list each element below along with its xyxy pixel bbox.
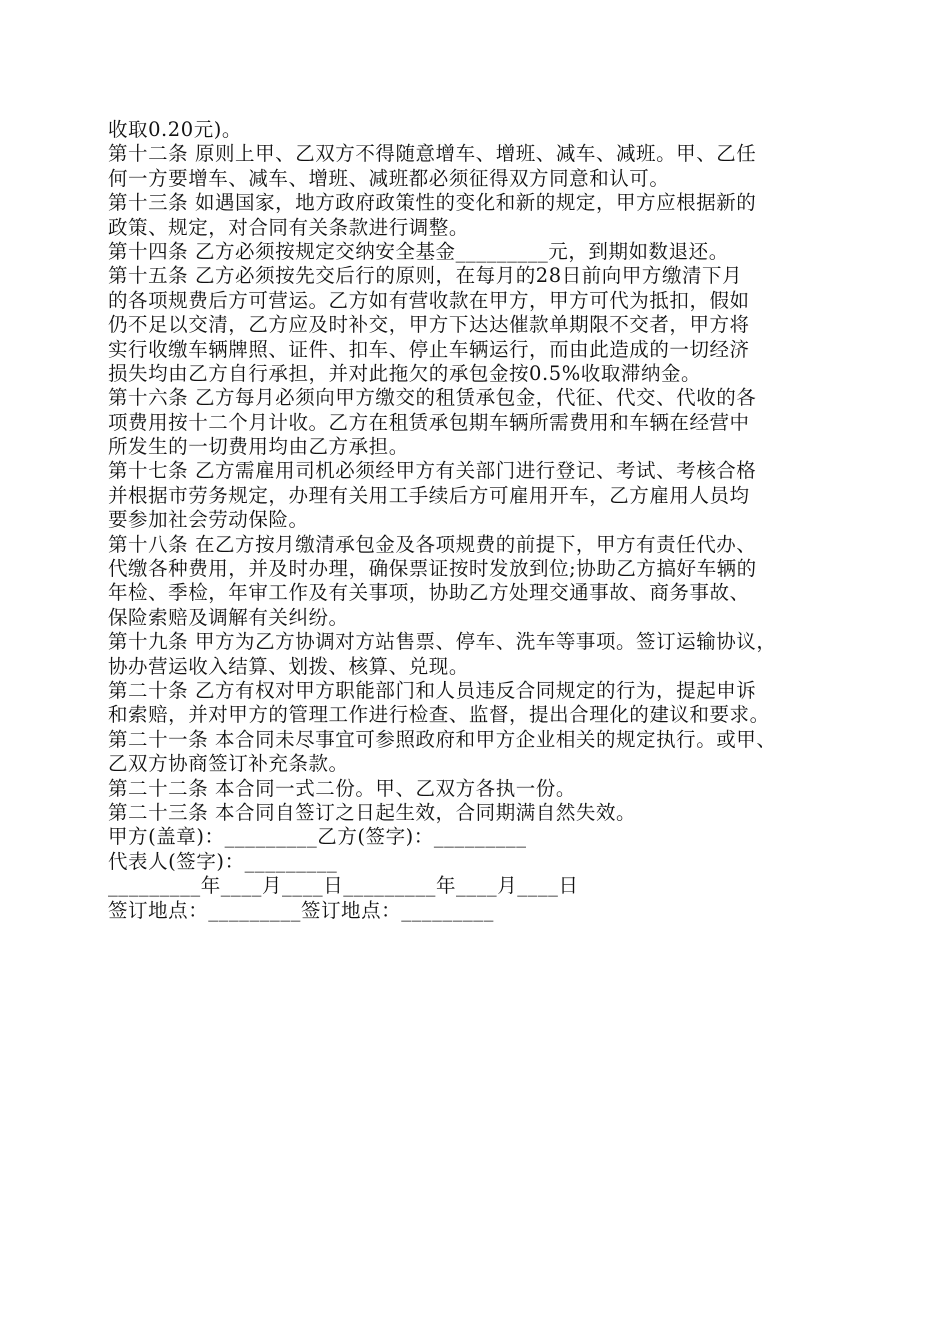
text-line: 仍不足以交清，乙方应及时补交，甲方下达达催款单期限不交者，甲方将 — [108, 313, 750, 337]
text-line: 保险索赔及调解有关纠纷。 — [108, 605, 349, 629]
text-line: 乙双方协商签订补充条款。 — [108, 752, 349, 776]
text-line: 第二十一条 本合同未尽事宜可参照政府和甲方企业相关的规定执行。或甲、 — [108, 727, 777, 751]
signature-line-location: 签订地点：_________签订地点：_________ — [108, 898, 494, 922]
text-line: 第十七条 乙方需雇用司机必须经甲方有关部门进行登记、考试、考核合格 — [108, 459, 757, 483]
text-line: 损失均由乙方自行承担，并对此拖欠的承包金按0.5%收取滞纳金。 — [108, 361, 702, 385]
text-line: 代缴各种费用，并及时办理，确保票证按时发放到位;协助乙方搞好车辆的 — [108, 557, 757, 581]
signature-line-date: _________年____月____日_________年____月____日 — [108, 874, 579, 898]
text-line: 和索赔，并对甲方的管理工作进行检查、监督，提出合理化的建议和要求。 — [108, 703, 770, 727]
text-line: 第十三条 如遇国家，地方政府政策性的变化和新的规定，甲方应根据新的 — [108, 191, 757, 215]
text-line: 第十九条 甲方为乙方协调对方站售票、停车、洗车等事项。签订运输协议， — [108, 630, 777, 654]
text-line: 第十八条 在乙方按月缴清承包金及各项规费的前提下，甲方有责任代办、 — [108, 532, 757, 556]
signature-line-parties: 甲方(盖章)：_________乙方(签字)：_________ — [108, 825, 527, 849]
text-line: 第十二条 原则上甲、乙双方不得随意增车、增班、减车、减班。甲、乙任 — [108, 142, 757, 166]
text-line: 实行收缴车辆牌照、证件、扣车、停止车辆运行，而由此造成的一切经济 — [108, 337, 750, 361]
text-line: 项费用按十二个月计收。乙方在租赁承包期车辆所需费用和车辆在经营中 — [108, 410, 750, 434]
signature-line-representative: 代表人(签字)：_________ — [108, 849, 338, 873]
text-line: 第二十二条 本合同一式二份。甲、乙双方各执一份。 — [108, 776, 576, 800]
text-line: 协办营运收入结算、划拨、核算、兑现。 — [108, 654, 469, 678]
text-line: 要参加社会劳动保险。 — [108, 508, 309, 532]
text-line: 第十五条 乙方必须按先交后行的原则，在每月的28日前向甲方缴清下月 — [108, 264, 743, 288]
text-line: 第十六条 乙方每月必须向甲方缴交的租赁承包金，代征、代交、代收的各 — [108, 386, 757, 410]
text-line: 所发生的一切费用均由乙方承担。 — [108, 435, 409, 459]
text-line: 何一方要增车、减车、增班、减班都必须征得双方同意和认可。 — [108, 166, 670, 190]
text-line: 年检、季检，年审工作及有关事项，协助乙方处理交通事故、商务事故、 — [108, 581, 750, 605]
text-line: 第二十三条 本合同自签订之日起生效，合同期满自然失效。 — [108, 800, 637, 824]
contract-page — [108, 118, 850, 923]
text-line: 第十四条 乙方必须按规定交纳安全基金_________元，到期如数退还。 — [108, 239, 729, 263]
text-line: 政策、规定，对合同有关条款进行调整。 — [108, 215, 469, 239]
text-line: 的各项规费后方可营运。乙方如有营收款在甲方，甲方可代为抵扣，假如 — [108, 288, 750, 312]
text-line: 并根据市劳务规定，办理有关用工手续后方可雇用开车，乙方雇用人员均 — [108, 483, 750, 507]
text-line: 第二十条 乙方有权对甲方职能部门和人员违反合同规定的行为，提起申诉 — [108, 678, 757, 702]
text-line: 收取0.20元)。 — [108, 118, 242, 141]
